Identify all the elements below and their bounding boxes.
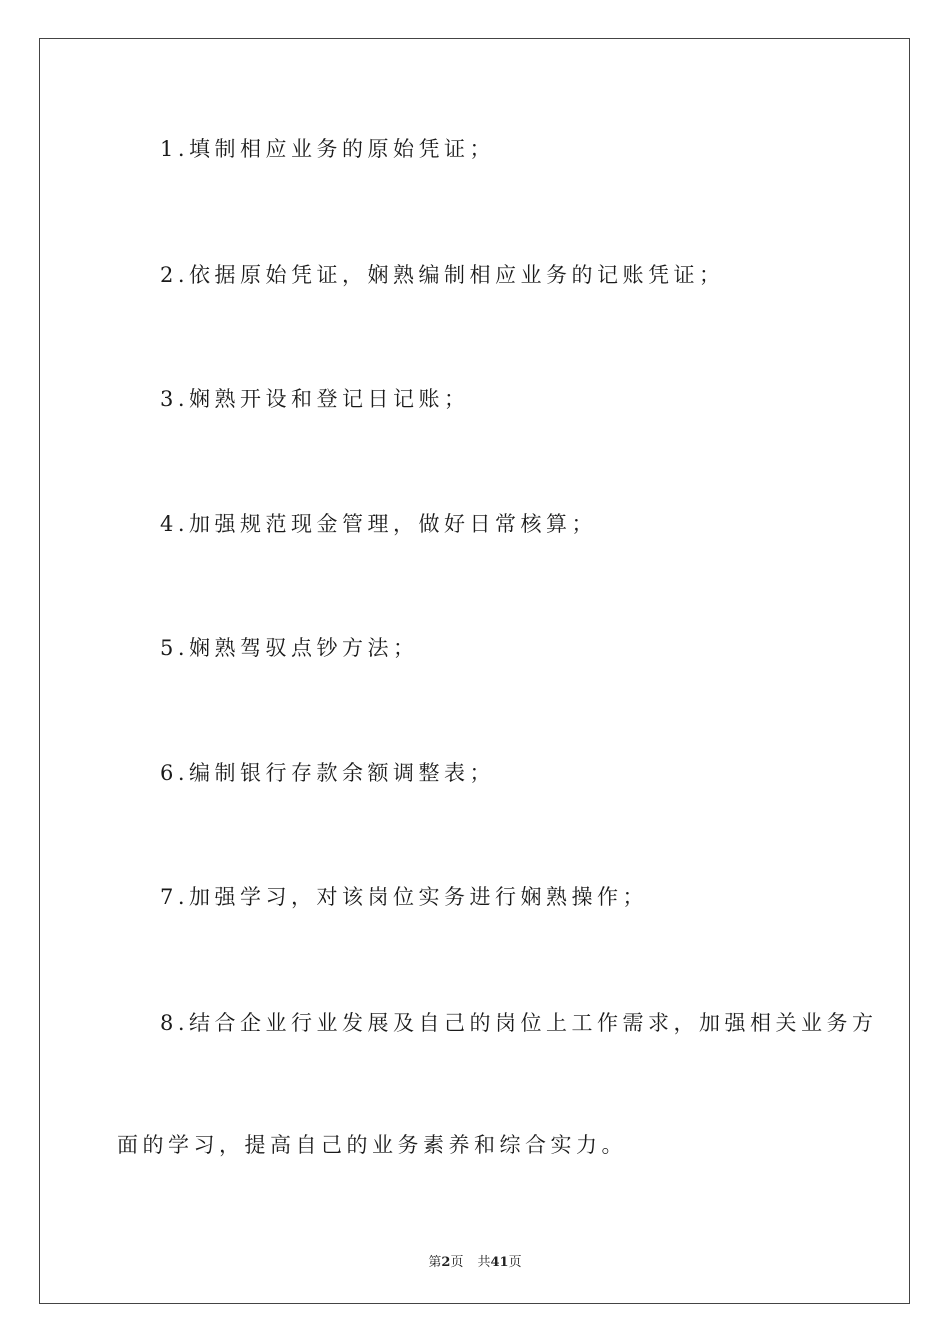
list-item-8-continuation: 面的学习，提高自己的业务素养和综合实力。: [117, 1133, 627, 1157]
footer-page-suffix: 页: [450, 1255, 464, 1270]
list-item-8: 8.结合企业行业发展及自己的岗位上工作需求，加强相关业务方: [160, 1011, 878, 1035]
footer-page-prefix: 第: [428, 1255, 442, 1270]
page-footer: [0, 1251, 950, 1270]
list-item-2: 2.依据原始凭证，娴熟编制相应业务的记账凭证；: [160, 263, 725, 287]
list-item-5: 5.娴熟驾驭点钞方法；: [160, 636, 419, 660]
footer-total-suffix: 页: [508, 1255, 522, 1270]
footer-total-pages: 41: [490, 1255, 509, 1270]
footer-page-number: 2: [441, 1255, 451, 1270]
footer-total-prefix: 共: [477, 1255, 491, 1270]
list-item-4: 4.加强规范现金管理，做好日常核算；: [160, 512, 598, 536]
list-item-1: 1.填制相应业务的原始凭证；: [160, 137, 496, 161]
list-item-3: 3.娴熟开设和登记日记账；: [160, 387, 470, 411]
list-item-6: 6.编制银行存款余额调整表；: [160, 761, 496, 785]
list-item-7: 7.加强学习，对该岗位实务进行娴熟操作；: [160, 885, 649, 909]
